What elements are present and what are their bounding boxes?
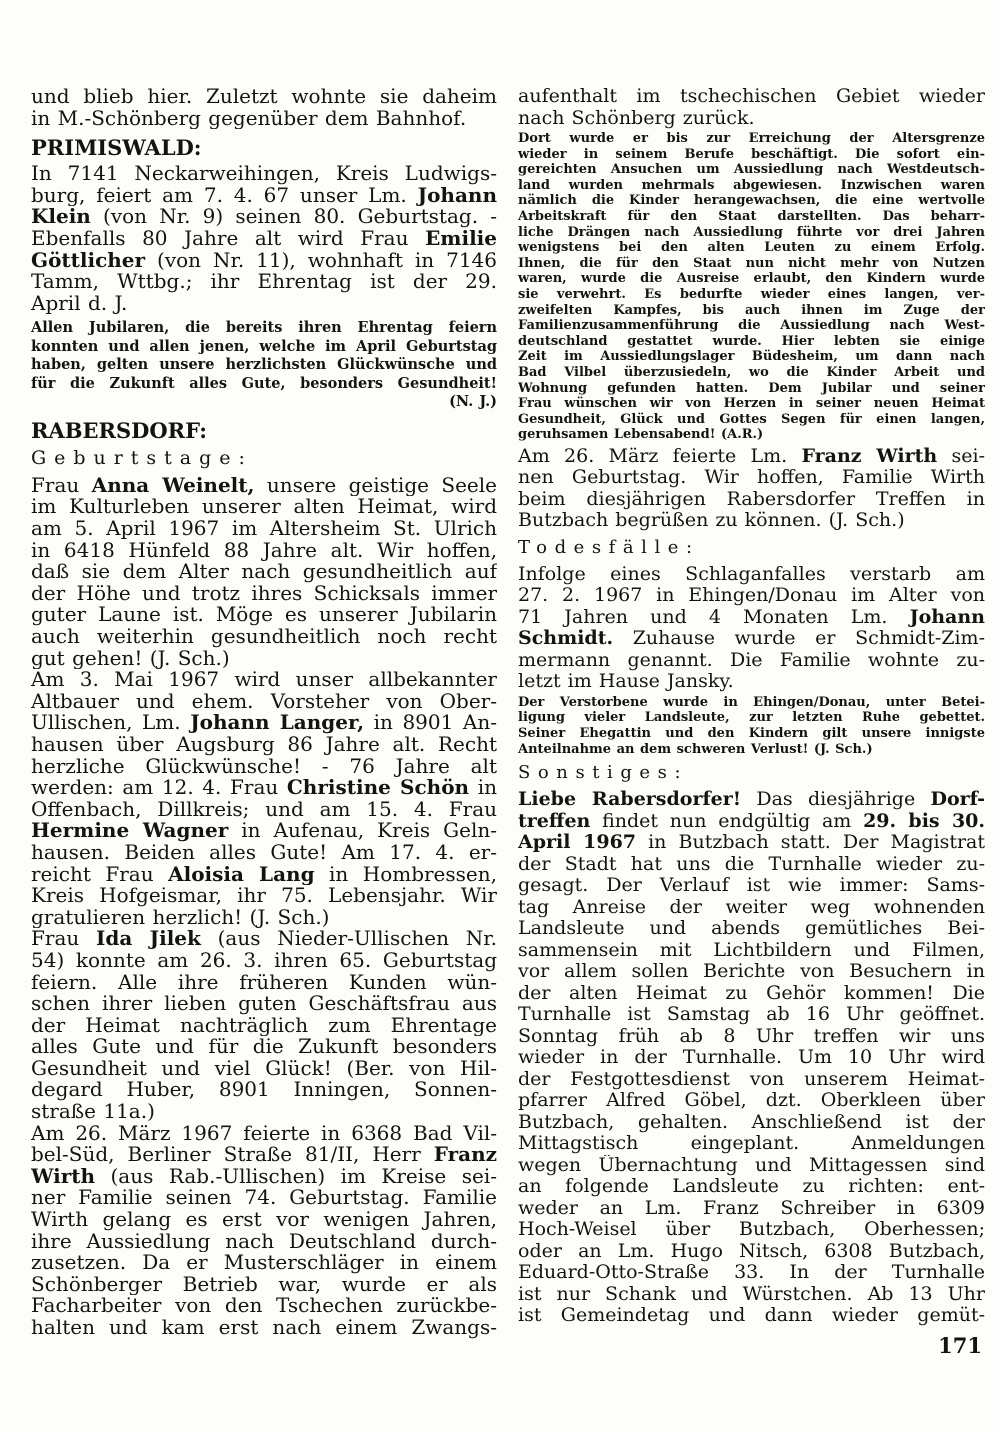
section-heading [31,418,497,443]
text-line: Sonstiges: [518,762,689,784]
text-line: der Stadt hat uns die Turnhalle wieder zu- [518,853,985,875]
text-line: auch weiterhin gesundheitlich noch recht [31,626,497,648]
text-line: reicht Frau Aloisia Lang in Hombressen, [31,863,497,886]
text-line: Zeit im Aussiedlungslager Büdesheim, um dann nach [518,349,985,365]
text-paragraph [31,1123,497,1339]
text-line: der Höhe und trotz ihres Schicksals immer [31,582,497,605]
text-line: ist Gemeindetag und dann wieder gemüt- [518,1305,985,1327]
text-line: (N. J.) [449,393,497,411]
text-paragraph [31,163,497,314]
text-line: feiern. Alle ihre früheren Kunden wün- [31,971,497,994]
text-line: bel-Süd, Berliner Straße 81/II, Herr Franz [31,1144,497,1166]
text-line: nämlich die Kinder herangewachsen, die eine wertvolle [518,193,985,209]
text-line: wenigstens bei den alten Leuten zu einem Erfolg. [518,240,985,256]
text-paragraph [518,86,985,129]
text-line: hausen über Augsburg 86 Jahre alt. Recht [31,733,497,756]
text-line: Allen Jubilaren, die bereits ihren Ehrentag feiern [31,319,497,337]
text-line: ihre Aussiedlung nach Deutschland durch- [31,1230,497,1253]
section-heading [31,135,497,160]
text-line: Gesundheit und viel Glück! (Ber. von Hil- [31,1057,497,1080]
text-line: Todesfälle: [518,536,700,558]
text-line: gesagt. Der Verlauf ist wie immer: Sams- [518,875,985,897]
text-line: Butzbach, gehalten. Anschließend ist der [518,1111,985,1133]
text-line: 27. 2. 1967 in Ehingen/Donau im Alter von [518,585,985,607]
small-text-paragraph [518,131,985,443]
column-left [31,86,497,1339]
text-line: Anteilnahme an dem schweren Verlust! (J. Sch.) [518,741,873,757]
text-line: 54) konnte am 26. 3. ihren 65. Geburtstag [31,949,497,972]
text-line: Familienzusammenführung die Aussiedlung nach West- [518,318,985,334]
text-line: ist nur Schank und Würstchen. Ab 13 Uhr [518,1283,985,1305]
text-line: PRIMISWALD: [31,135,202,161]
text-line: gratulieren herzlich! (J. Sch.) [31,906,330,929]
text-line: Frau Anna Weinelt, unsere geistige Seele [31,474,497,497]
subsection-heading [518,535,985,560]
text-line: Altbauer und ehem. Vorsteher von Ober- [31,690,497,713]
text-line: Am 26. März 1967 feierte in 6368 Bad Vil- [31,1122,497,1145]
text-paragraph [31,928,497,1122]
text-line: beim diesjährigen Rabersdorfer Treffen in [518,488,985,510]
text-line: vor allem sollen Berichte von Besuchern in [518,961,985,983]
text-line: ner Familie seinen 74. Geburtstag. Familie [31,1187,497,1210]
text-line: Facharbeiter von den Tschechen zurückbe- [31,1295,497,1317]
text-line: sie verwehrt. Es bedurfte wieder eines langen, ver- [518,286,985,302]
text-line: Arbeitskraft für den Staat darstellten. Das beharr- [518,208,985,224]
text-line: halten und kam erst nach einem Zwangs- [31,1317,497,1339]
text-line: ligung vieler Landsleute, zur letzten Ruhe gebettet. [518,710,985,726]
text-paragraph [518,564,985,693]
text-line: Ihnen, die für den Staat nun nicht mehr von Nutzen [518,255,985,271]
text-line: für die Zukunft alles Gute, besonders Gesundheit! [31,374,497,392]
small-text-paragraph [31,319,497,412]
text-line: In 7141 Neckarweihingen, Kreis Ludwigs- [31,163,497,185]
text-line: weder an Lm. Franz Schreiber in 6309 [518,1197,985,1219]
text-line: Der Verstorbene wurde in Ehingen/Donau, unter Betei- [518,694,985,710]
text-line: letzt im Hause Jansky. [518,671,734,693]
text-line: Frau wünschen wir von Herzen in seiner neuen Heimat [518,396,985,412]
text-line: schen ihrer lieben guten Geschäftsfrau aus [31,993,497,1015]
text-line: Landsleute und abends gemütliches Bei- [518,918,985,940]
text-line: wegen Übernachtung und Mittagessen sind [518,1154,985,1176]
column-right [518,86,985,1339]
text-line: aufenthalt im tschechischen Gebiet wieder [518,86,985,107]
text-line: Göttlicher (von Nr. 11), wohnhaft in 7146 [31,249,497,272]
text-line: Bad Vilbel überzusiedeln, wo die Kinder Arbeit und [518,364,985,380]
text-line: Geburtstage: [31,446,253,469]
text-line: alles Gute und für die Zukunft besonders [31,1036,497,1058]
text-line: 71 Jahren und 4 Monaten Lm. Johann [518,606,985,628]
text-line: Gesundheit, Glück und Gottes Segen für einen langen, [518,411,985,427]
text-line: konnten und allen jenen, welche im April Geburtstag [31,337,497,355]
text-line: liche Drängen nach Aussiedlung führte vor drei Jahren [518,224,985,240]
text-paragraph [31,669,497,928]
text-line: wieder in seinem Berufe beschäftigt. Die sofort ein- [518,146,985,162]
text-line: in M.-Schönberg gegenüber dem Bahnhof. [31,107,467,130]
text-line: Dort wurde er bis zur Erreichung der Altersgrenze [518,131,985,146]
text-line: Schönberger Betrieb war, wurde er als [31,1273,497,1296]
text-paragraph [518,446,985,532]
text-line: Seiner Ehegattin und den Kindern gilt unsere innigste [518,726,985,742]
text-paragraph [518,789,985,1327]
text-line: Mittagstisch eingeplant. Anmeldungen [518,1133,985,1155]
text-line: burg, feiert am 7. 4. 67 unser Lm. Johann [31,184,497,207]
text-line: Klein (von Nr. 9) seinen 80. Geburtstag. - [31,206,497,228]
text-line: wieder in der Turnhalle. Um 10 Uhr wird [518,1047,985,1069]
text-line: Offenbach, Dillkreis; und am 15. 4. Frau [31,798,497,821]
text-line: waren, wurde die Ausreise erlaubt, den Kindern wurde [518,271,985,287]
text-line: treffen findet nun endgültig am 29. bis 30. [518,810,985,832]
text-line: guter Laune ist. Möge es unserer Jubilarin [31,604,497,626]
text-line: zweifelten Kampfes, bis auch ihnen im Zuge der [518,302,985,318]
text-line: Eduard-Otto-Straße 33. In der Turnhalle [518,1262,985,1284]
text-line: Schmidt. Zuhause wurde er Schmidt-Zim- [518,628,985,650]
text-line: land wurden mehrmals abgewiesen. Inzwischen waren [518,177,985,193]
text-line: herzliche Glückwünsche! - 76 Jahre alt [31,755,497,778]
text-line: nach Schönberg zurück. [518,107,755,129]
text-line: haben, gelten unsere herzlichsten Glückwünsche und [31,356,497,374]
text-line: der alten Heimat zu Gehör kommen! Die [518,982,985,1004]
text-line: tag Anreise der weiter weg wohnenden [518,896,985,918]
text-line: April 1967 in Butzbach statt. Der Magistrat [518,832,985,854]
text-line: Am 26. März feierte Lm. Franz Wirth sei- [518,445,985,467]
text-line: Am 3. Mai 1967 wird unser allbekannter [31,669,497,691]
text-line: Frau Ida Jilek (aus Nieder-Ullischen Nr. [31,928,497,950]
text-line: Tamm, Wttbg.; ihr Ehrentag ist der 29. [31,271,497,293]
text-line: am 5. April 1967 im Altersheim St. Ulrich [31,518,497,540]
text-line: der Festgottesdienst von unserem Heimat- [518,1068,985,1090]
text-line: gut gehen! (J. Sch.) [31,647,230,670]
text-line: degard Huber, 8901 Inningen, Sonnen- [31,1079,497,1102]
text-line: mermann genannt. Die Familie wohnte zu- [518,649,985,671]
text-line: Butzbach begrüßen zu können. (J. Sch.) [518,510,905,532]
text-paragraph [31,86,497,129]
text-line: Kreis Hofgeismar, ihr 75. Lebensjahr. Wir [31,885,497,907]
text-line: werden: am 12. 4. Frau Christine Schön in [31,777,497,799]
small-text-paragraph [518,695,985,757]
text-line: deutschland gestattet wurde. Hier lebten sie einige [518,333,985,349]
text-line: Liebe Rabersdorfer! Das diesjährige Dorf- [518,789,985,811]
text-line: an folgende Landsleute zu richten: ent- [518,1176,985,1198]
text-line: zusetzen. Da er Musterschläger in einem [31,1252,497,1274]
text-line: im Kulturleben unserer alten Heimat, wird [31,496,497,519]
text-line: Wohnung gefunden hatten. Dem Jubilar und seiner [518,380,985,396]
text-line: in 6418 Hünfeld 88 Jahre alt. Wir hoffen, [31,539,497,562]
subsection-heading [518,760,985,785]
text-line: Turnhalle ist Samstag ab 16 Uhr geöffnet. [518,1004,985,1026]
text-line: pfarrer Alfred Göbel, dzt. Oberkleen über [518,1090,985,1112]
subsection-heading [31,446,497,471]
text-line: Hoch-Weisel über Butzbach, Oberhessen; [518,1219,985,1241]
text-line: Infolge eines Schlaganfalles verstarb am [518,563,985,585]
text-line: nen Geburtstag. Wir hoffen, Familie Wirth [518,467,985,489]
text-line: Sonntag früh ab 8 Uhr treffen wir uns [518,1025,985,1047]
text-line: Ullischen, Lm. Johann Langer, in 8901 An- [31,712,497,734]
page-number: 171 [938,1333,982,1358]
text-line: Wirth (aus Rab.-Ullischen) im Kreise sei- [31,1165,497,1188]
text-line: sammensein mit Lichtbildern und Filmen, [518,939,985,961]
text-line: Ebenfalls 80 Jahre alt wird Frau Emilie [31,227,497,250]
text-line: gereichten Ansuchen um Aussiedlung nach Westdeutsch- [518,162,985,178]
text-line: Hermine Wagner in Aufenau, Kreis Geln- [31,820,497,842]
text-line: der Heimat nachträglich zum Ehrentage [31,1014,497,1037]
text-line: April d. J. [31,292,128,315]
text-paragraph [31,475,497,669]
text-line: daß sie dem Alter nach gesundheitlich auf [31,561,497,583]
text-line: RABERSDORF: [31,417,207,443]
text-line: Wirth gelang es erst vor wenigen Jahren, [31,1209,497,1231]
text-line: oder an Lm. Hugo Nitsch, 6308 Butzbach, [518,1240,985,1262]
text-line: und blieb hier. Zuletzt wohnte sie daheim [31,86,497,108]
text-line: straße 11a.) [31,1101,155,1123]
text-line: geruhsamen Lebensabend! (A.R.) [518,427,764,443]
text-line: hausen. Beiden alles Gute! Am 17. 4. er- [31,841,497,864]
